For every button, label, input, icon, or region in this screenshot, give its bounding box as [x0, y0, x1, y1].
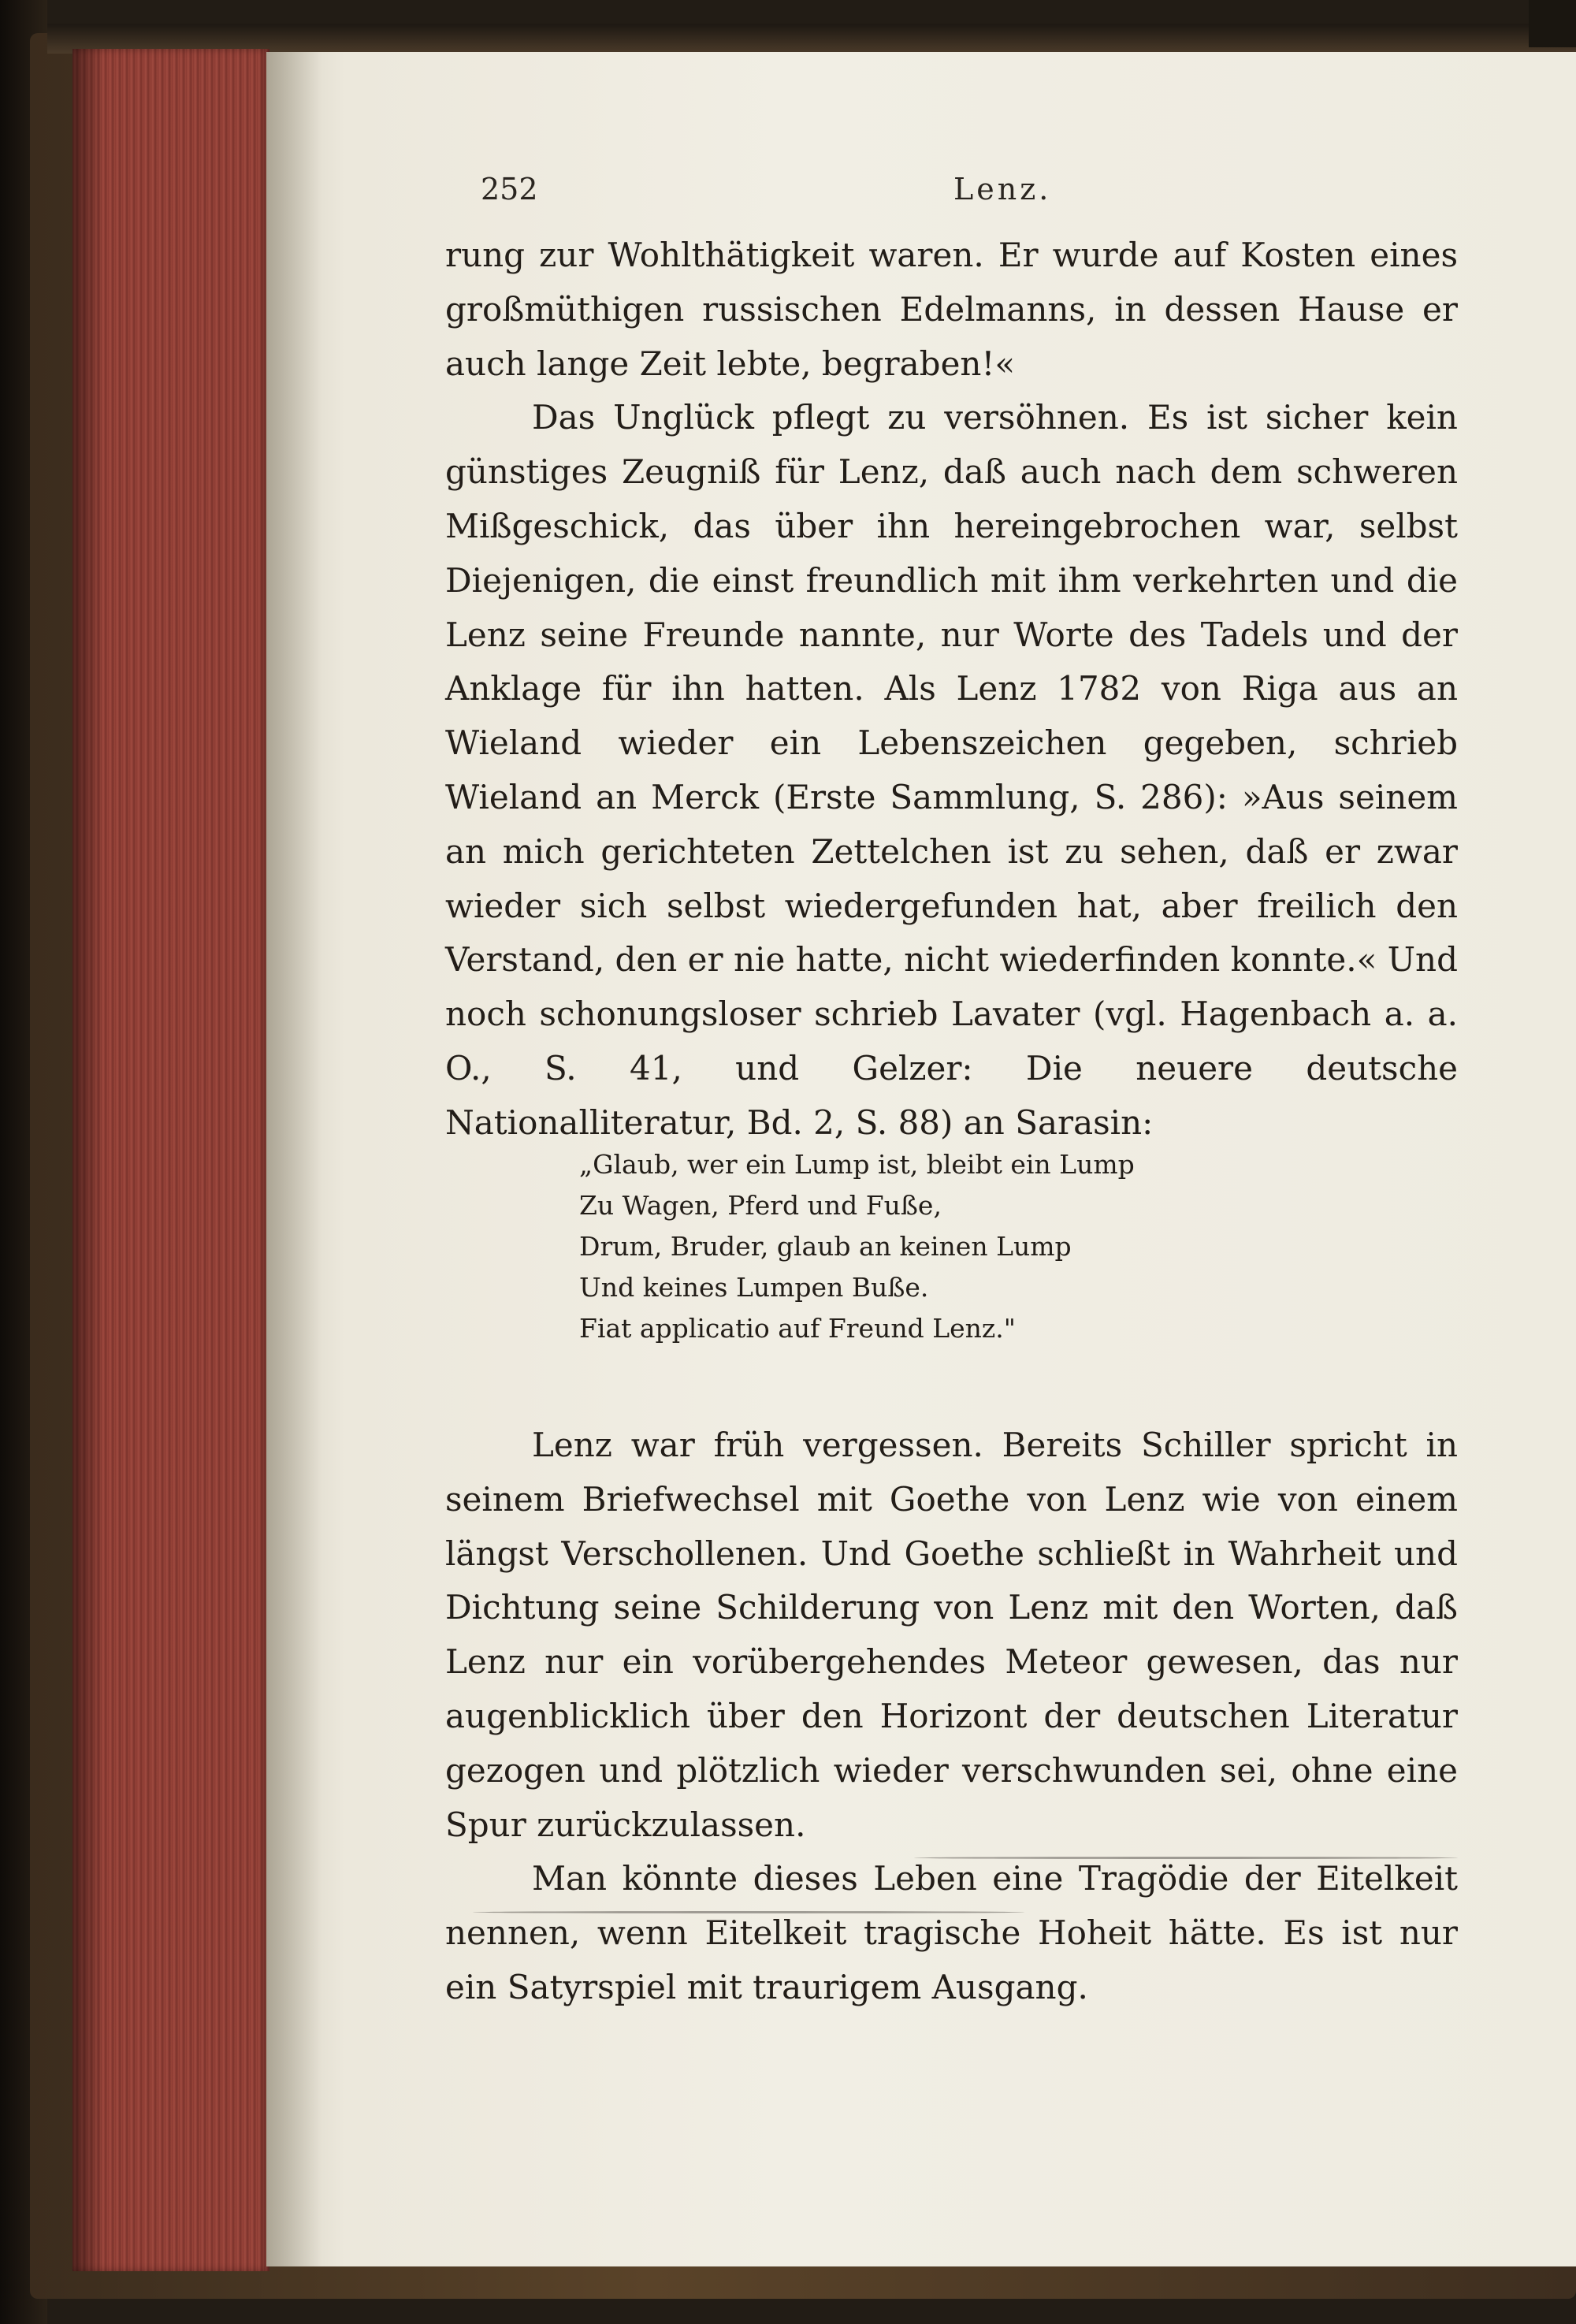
verse-line: Zu Wagen, Pferd und Fuße,	[579, 1190, 942, 1221]
page-header	[481, 172, 1466, 219]
pencil-underline	[473, 1911, 1024, 1913]
verse-line: Drum, Bruder, glaub an keinen Lump	[579, 1231, 1072, 1262]
pencil-underline	[914, 1857, 1458, 1859]
body-text-lower	[445, 1419, 1458, 2015]
page-number: 252	[481, 172, 538, 206]
page-edges-shadow	[72, 49, 104, 2271]
corner-background	[1529, 0, 1576, 47]
paragraph: Das Unglück pflegt zu versöhnen. Es ist sicher kein günstiges Zeugniß für Lenz, daß auch nach dem schweren Mißgeschick, das über ihn hereingebrochen war, selbst Diejenigen, die einst freundlich mit ihm verkehrten und die Lenz seine Freunde nannte, nur Worte des Tadels und der Anklage für ihn hatten. Als Lenz 1782 von Riga aus an Wieland wieder ein Lebenszeichen gegeben, schrieb Wieland an Merck (Erste Sammlung, S. 286): »Aus seinem an mich gerichteten Zettelchen ist zu sehen, daß er zwar wieder sich selbst wiedergefunden hat, aber freilich den Verstand, den er nie hatte, nicht wiederfinden konnte.« Und noch schonungsloser schrieb Lavater (vgl. Hagenbach a. a. O., S. 41, und Gelzer: Die neuere deutsche Nationalliteratur, Bd. 2, S. 88) an Sarasin:	[445, 398, 1458, 1142]
verse-line: Fiat applicatio auf Freund Lenz."	[579, 1313, 1016, 1344]
page-gutter-shadow	[266, 52, 322, 2266]
verse-quotation	[579, 1144, 1367, 1349]
body-text-upper	[445, 229, 1458, 1151]
paragraph: rung zur Wohlthätigkeit waren. Er wurde auf Kosten eines großmüthigen russischen Edelmanns, in dessen Hause er auch lange Zeit lebte, begraben!«	[445, 236, 1458, 383]
running-head: Lenz.	[953, 172, 1052, 206]
paragraph: Man könnte dieses Leben eine Tragödie der Eitelkeit nennen, wenn Eitelkeit tragische Hoheit hätte. Es ist nur ein Satyrspiel mit traurigem Ausgang.	[445, 1859, 1458, 2006]
paragraph: Lenz war früh vergessen. Bereits Schiller spricht in seinem Briefwechsel mit Goethe von Lenz wie von einem längst Verschollenen. Und Goethe schließt in Wahrheit und Dichtung seine Schilderung von Lenz mit den Worten, daß Lenz nur ein vorübergehendes Meteor gewesen, das nur augenblicklich über den Horizont der deutschen Literatur gezogen und plötzlich wieder verschwunden sei, ohne eine Spur zurückzulassen.	[445, 1426, 1458, 1844]
verse-line: „Glaub, wer ein Lump ist, bleibt ein Lump	[579, 1149, 1135, 1180]
cover-top-edge	[47, 24, 1576, 54]
verse-line: Und keines Lumpen Buße.	[579, 1272, 929, 1303]
